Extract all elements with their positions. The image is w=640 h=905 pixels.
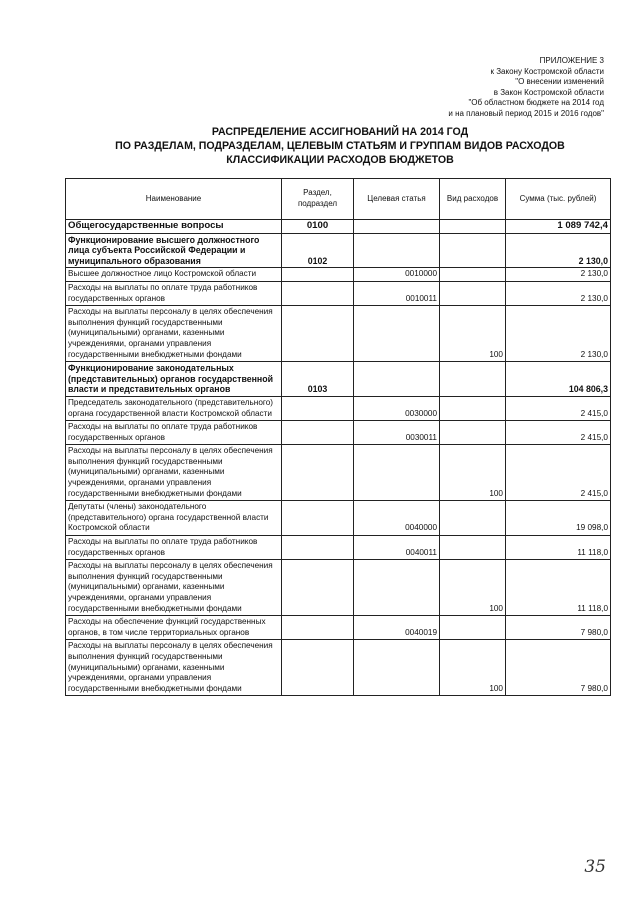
cell-type [440, 281, 506, 305]
header-section: Раздел, подраздел [282, 179, 354, 220]
cell-section [282, 306, 354, 362]
cell-target: 0010011 [354, 281, 440, 305]
cell-name: Высшее должностное лицо Костромской области [66, 268, 282, 282]
page-number: 35 [584, 857, 606, 877]
cell-section [282, 501, 354, 536]
cell-name: Функционирование законодательных (представительных) органов государственной власти и представительных органов [66, 362, 282, 397]
cell-amount: 1 089 742,4 [506, 220, 611, 234]
appendix-line: и на плановый период 2015 и 2016 годов" [448, 108, 604, 118]
header-type: Вид расходов [440, 179, 506, 220]
appendix-line: "О внесении изменений [515, 77, 604, 87]
cell-target: 0030000 [354, 396, 440, 420]
table-header-row [66, 179, 611, 220]
cell-target: 0040000 [354, 501, 440, 536]
cell-target [354, 306, 440, 362]
cell-type [440, 396, 506, 420]
table-row [66, 501, 611, 536]
table-row [66, 445, 611, 501]
cell-type [440, 268, 506, 282]
cell-section: 0102 [282, 233, 354, 268]
header-target: Целевая статья [354, 179, 440, 220]
cell-type [440, 220, 506, 234]
appendix-line: ПРИЛОЖЕНИЕ 3 [539, 56, 604, 65]
appendix-line: "Об областном бюджете на 2014 год [468, 98, 604, 108]
cell-section [282, 445, 354, 501]
appendix-line: в Закон Костромской области [493, 87, 604, 97]
cell-name: Расходы на выплаты по оплате труда работников государственных органов [66, 536, 282, 560]
cell-name: Председатель законодательного (представительного) органа государственной власти Костромской области [66, 396, 282, 420]
cell-section [282, 536, 354, 560]
table-row [66, 560, 611, 616]
table-row [66, 640, 611, 696]
cell-amount: 2 415,0 [506, 445, 611, 501]
cell-name: Расходы на выплаты персоналу в целях обеспечения выполнения функций государственными (муниципальными) органами, казенными учреждениями, органами управления государственными внебюджетными фондами [66, 560, 282, 616]
cell-section: 0100 [282, 220, 354, 234]
table-row [66, 421, 611, 445]
table-body [66, 220, 611, 696]
cell-name: Расходы на выплаты по оплате труда работников государственных органов [66, 281, 282, 305]
table-row [66, 220, 611, 234]
cell-name: Общегосударственные вопросы [66, 220, 282, 234]
cell-section: 0103 [282, 362, 354, 397]
table-row [66, 396, 611, 420]
cell-target [354, 220, 440, 234]
cell-section [282, 421, 354, 445]
cell-target [354, 640, 440, 696]
cell-type: 100 [440, 445, 506, 501]
title-line: КЛАССИФИКАЦИИ РАСХОДОВ БЮДЖЕТОВ [226, 154, 454, 166]
cell-section [282, 640, 354, 696]
cell-amount: 104 806,3 [506, 362, 611, 397]
cell-name: Расходы на выплаты персоналу в целях обеспечения выполнения функций государственными (муниципальными) органами, казенными учреждениями, органами управления государственными внебюджетными фондами [66, 640, 282, 696]
appendix-note [344, 56, 604, 120]
cell-name: Расходы на выплаты персоналу в целях обеспечения выполнения функций государственными (муниципальными) органами, казенными учреждениями, органами управления государственными внебюджетными фондами [66, 445, 282, 501]
cell-amount: 7 980,0 [506, 640, 611, 696]
table-row [66, 616, 611, 640]
cell-name: Функционирование высшего должностного лица субъекта Российской Федерации и муниципального образования [66, 233, 282, 268]
title-line: ПО РАЗДЕЛАМ, ПОДРАЗДЕЛАМ, ЦЕЛЕВЫМ СТАТЬЯМ И ГРУППАМ ВИДОВ РАСХОДОВ [115, 140, 565, 152]
cell-target [354, 445, 440, 501]
table-row [66, 233, 611, 268]
cell-amount: 7 980,0 [506, 616, 611, 640]
table-row [66, 306, 611, 362]
cell-section [282, 281, 354, 305]
cell-type [440, 616, 506, 640]
header-amount: Сумма (тыс. рублей) [506, 179, 611, 220]
cell-section [282, 396, 354, 420]
table-row [66, 281, 611, 305]
cell-name: Депутаты (члены) законодательного (представительного) органа государственной власти Костромской области [66, 501, 282, 536]
document-title [60, 125, 620, 167]
cell-type [440, 536, 506, 560]
title-line: РАСПРЕДЕЛЕНИЕ АССИГНОВАНИЙ НА 2014 ГОД [211, 126, 469, 138]
cell-target: 0030011 [354, 421, 440, 445]
cell-section [282, 268, 354, 282]
cell-name: Расходы на обеспечение функций государственных органов, в том числе территориальных органов [66, 616, 282, 640]
cell-target [354, 560, 440, 616]
cell-type [440, 362, 506, 397]
cell-amount: 11 118,0 [506, 560, 611, 616]
cell-target: 0040011 [354, 536, 440, 560]
cell-type: 100 [440, 306, 506, 362]
table-row [66, 362, 611, 397]
cell-target: 0040019 [354, 616, 440, 640]
budget-table [65, 178, 611, 696]
cell-target: 0010000 [354, 268, 440, 282]
appendix-line: к Закону Костромской области [490, 66, 604, 76]
cell-type [440, 233, 506, 268]
table-row [66, 268, 611, 282]
cell-type: 100 [440, 640, 506, 696]
cell-type: 100 [440, 560, 506, 616]
table-row [66, 536, 611, 560]
cell-type [440, 421, 506, 445]
cell-section [282, 616, 354, 640]
cell-name: Расходы на выплаты персоналу в целях обеспечения выполнения функций государственными (муниципальными) органами, казенными учреждениями, органами управления государственными внебюджетными фондами [66, 306, 282, 362]
cell-target [354, 362, 440, 397]
cell-amount: 19 098,0 [506, 501, 611, 536]
cell-amount: 2 415,0 [506, 396, 611, 420]
cell-amount: 2 130,0 [506, 306, 611, 362]
cell-amount: 2 415,0 [506, 421, 611, 445]
cell-name: Расходы на выплаты по оплате труда работников государственных органов [66, 421, 282, 445]
cell-amount: 2 130,0 [506, 268, 611, 282]
cell-amount: 11 118,0 [506, 536, 611, 560]
cell-type [440, 501, 506, 536]
cell-amount: 2 130,0 [506, 233, 611, 268]
cell-section [282, 560, 354, 616]
cell-target [354, 233, 440, 268]
header-name: Наименование [66, 179, 282, 220]
cell-amount: 2 130,0 [506, 281, 611, 305]
